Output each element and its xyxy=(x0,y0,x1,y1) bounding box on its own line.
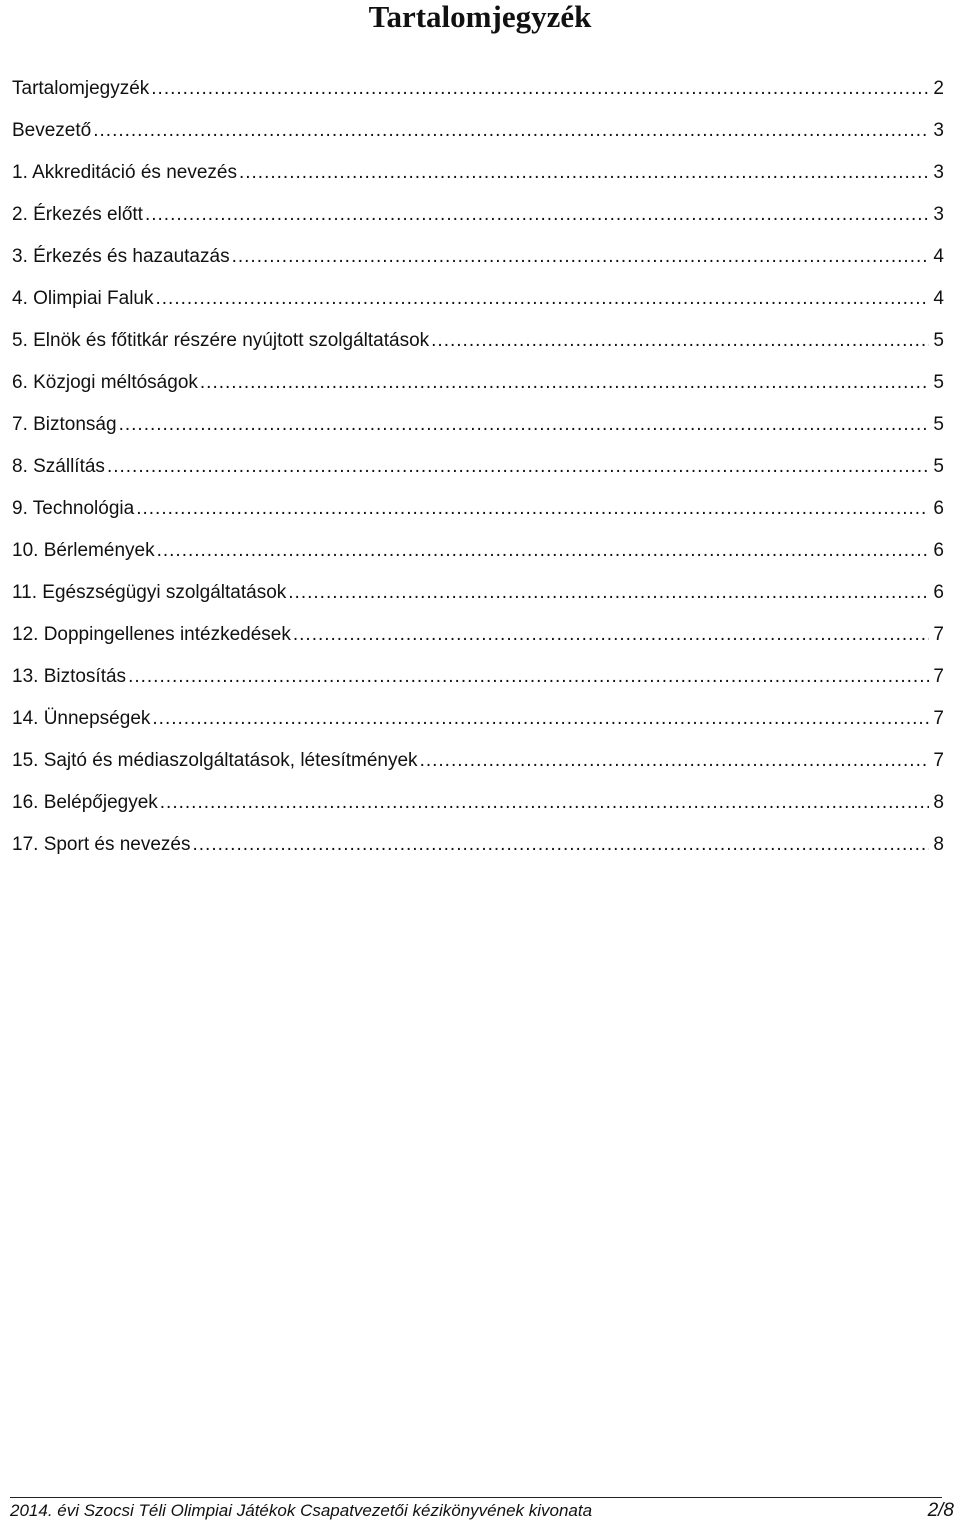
toc-entry[interactable] xyxy=(12,495,944,537)
toc-leader-dots xyxy=(152,705,929,733)
toc-entry-page: 4 xyxy=(933,246,944,267)
toc-entry[interactable] xyxy=(12,75,944,117)
toc-entry-page: 5 xyxy=(933,414,944,435)
toc-leader-dots xyxy=(156,285,930,313)
toc-leader-dots xyxy=(232,243,930,271)
toc-entry-page: 8 xyxy=(933,792,944,813)
toc-entry-page: 3 xyxy=(933,120,944,141)
toc-leader-dots xyxy=(431,327,929,355)
toc-entry-label: 7. Biztonság xyxy=(12,414,117,435)
footer-divider xyxy=(10,1497,942,1498)
toc-entry-label: 12. Doppingellenes intézkedések xyxy=(12,624,291,645)
toc-entry-label: Bevezető xyxy=(12,120,92,141)
toc-entry[interactable] xyxy=(12,453,944,495)
toc-entry[interactable] xyxy=(12,537,944,579)
toc-entry-label: 5. Elnök és főtitkár részére nyújtott szolgáltatások xyxy=(12,330,430,351)
toc-leader-dots xyxy=(128,663,929,691)
toc-entry[interactable] xyxy=(12,201,944,243)
toc-entry[interactable] xyxy=(12,243,944,285)
toc-leader-dots xyxy=(107,453,929,481)
toc-entry-label: 16. Belépőjegyek xyxy=(12,792,158,813)
toc-leader-dots xyxy=(193,831,930,859)
toc-entry-label: 3. Érkezés és hazautazás xyxy=(12,246,230,267)
toc-entry-label: 6. Közjogi méltóságok xyxy=(12,372,198,393)
toc-leader-dots xyxy=(420,747,930,775)
toc-leader-dots xyxy=(157,537,930,565)
toc-entry[interactable] xyxy=(12,663,944,705)
toc-entry-page: 7 xyxy=(933,624,944,645)
toc-entry[interactable] xyxy=(12,831,944,873)
toc-entry-page: 2 xyxy=(933,78,944,99)
toc-entry[interactable] xyxy=(12,579,944,621)
toc-entry[interactable] xyxy=(12,369,944,411)
toc-entry-page: 6 xyxy=(933,582,944,603)
toc-entry-page: 4 xyxy=(933,288,944,309)
toc-entry-page: 5 xyxy=(933,456,944,477)
toc-entry-label: Tartalomjegyzék xyxy=(12,78,150,99)
toc-entry-page: 7 xyxy=(933,666,944,687)
toc-entry-page: 3 xyxy=(933,162,944,183)
toc-entry-page: 5 xyxy=(933,372,944,393)
toc-entry-page: 6 xyxy=(933,540,944,561)
toc-entry[interactable] xyxy=(12,327,944,369)
toc-leader-dots xyxy=(93,117,929,145)
toc-entry-page: 7 xyxy=(933,708,944,729)
toc-entry-page: 7 xyxy=(933,750,944,771)
toc-leader-dots xyxy=(239,159,929,187)
toc-entry-label: 15. Sajtó és médiaszolgáltatások, létesítmények xyxy=(12,750,418,771)
toc-leader-dots xyxy=(200,369,930,397)
toc-leader-dots xyxy=(136,495,929,523)
page-title: Tartalomjegyzék xyxy=(368,0,592,34)
footer-page-number: 2/8 xyxy=(927,1500,954,1521)
toc-entry[interactable] xyxy=(12,159,944,201)
toc-entry-label: 14. Ünnepségek xyxy=(12,708,151,729)
toc-entry[interactable] xyxy=(12,621,944,663)
toc-entry-label: 11. Egészségügyi szolgáltatások xyxy=(12,582,287,603)
toc-entry[interactable] xyxy=(12,285,944,327)
table-of-contents xyxy=(12,75,944,873)
toc-entry-label: 2. Érkezés előtt xyxy=(12,204,143,225)
toc-entry-page: 5 xyxy=(933,330,944,351)
toc-entry-page: 6 xyxy=(933,498,944,519)
toc-leader-dots xyxy=(119,411,930,439)
toc-leader-dots xyxy=(288,579,929,607)
footer-text: 2014. évi Szocsi Téli Olimpiai Játékok Csapatvezetői kézikönyvének kivonata xyxy=(10,1501,593,1520)
toc-entry[interactable] xyxy=(12,705,944,747)
toc-entry-page: 8 xyxy=(933,834,944,855)
toc-entry[interactable] xyxy=(12,789,944,831)
toc-entry-label: 10. Bérlemények xyxy=(12,540,155,561)
toc-entry-label: 13. Biztosítás xyxy=(12,666,127,687)
page-footer xyxy=(10,1500,954,1522)
toc-entry[interactable] xyxy=(12,747,944,789)
toc-leader-dots xyxy=(160,789,930,817)
toc-entry-label: 9. Technológia xyxy=(12,498,135,519)
toc-entry[interactable] xyxy=(12,117,944,159)
toc-entry-label: 8. Szállítás xyxy=(12,456,105,477)
toc-leader-dots xyxy=(293,621,930,649)
toc-entry-page: 3 xyxy=(933,204,944,225)
toc-leader-dots xyxy=(145,201,929,229)
toc-entry-label: 1. Akkreditáció és nevezés xyxy=(12,162,237,183)
toc-entry-label: 4. Olimpiai Faluk xyxy=(12,288,154,309)
toc-entry[interactable] xyxy=(12,411,944,453)
toc-entry-label: 17. Sport és nevezés xyxy=(12,834,191,855)
toc-leader-dots xyxy=(151,75,929,103)
